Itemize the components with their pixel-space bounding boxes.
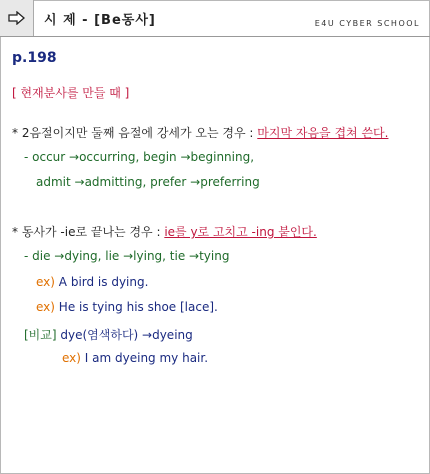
school-name: E4U CYBER SCHOOL xyxy=(314,19,420,28)
compare-line xyxy=(24,326,193,343)
rule1-example-1: - occur →occurring, begin →beginning, xyxy=(24,150,255,164)
rule1-example-2: admit →admitting, prefer →preferring xyxy=(36,175,260,189)
compare-label: [비교] xyxy=(24,328,57,342)
rule2-example: - die →dying, lie →lying, tie →tying xyxy=(24,249,230,263)
example-1 xyxy=(36,275,148,289)
example-1-label: ex) xyxy=(36,275,55,289)
example-3 xyxy=(62,351,208,365)
header-title: 시 제 - [Be동사] xyxy=(44,13,156,28)
compare-text: dye(염색하다) →dyeing xyxy=(60,328,193,342)
rule1-emphasis: 마지막 자음을 겹쳐 쓴다. xyxy=(257,126,389,140)
section-title: [ 현재분사를 만들 때 ] xyxy=(12,86,130,100)
arrow-right-icon xyxy=(0,0,34,36)
rule2-line xyxy=(12,223,317,240)
rule1-line xyxy=(12,124,388,141)
example-2-label: ex) xyxy=(36,300,55,314)
example-2 xyxy=(36,300,218,314)
example-3-text: I am dyeing my hair. xyxy=(84,351,209,365)
rule2-emphasis: ie를 y로 고치고 -ing 붙인다. xyxy=(164,225,317,239)
header-bar xyxy=(0,0,430,37)
example-3-label: ex) xyxy=(62,351,81,365)
page-number: p.198 xyxy=(12,50,57,66)
example-2-text: He is tying his shoe [lace]. xyxy=(58,300,218,314)
example-1-text: A bird is dying. xyxy=(58,275,149,289)
rule2-prefix: * 동사가 -ie로 끝나는 경우 : xyxy=(12,225,161,239)
rule1-prefix: * 2음절이지만 둘째 음절에 강세가 오는 경우 : xyxy=(12,126,254,140)
